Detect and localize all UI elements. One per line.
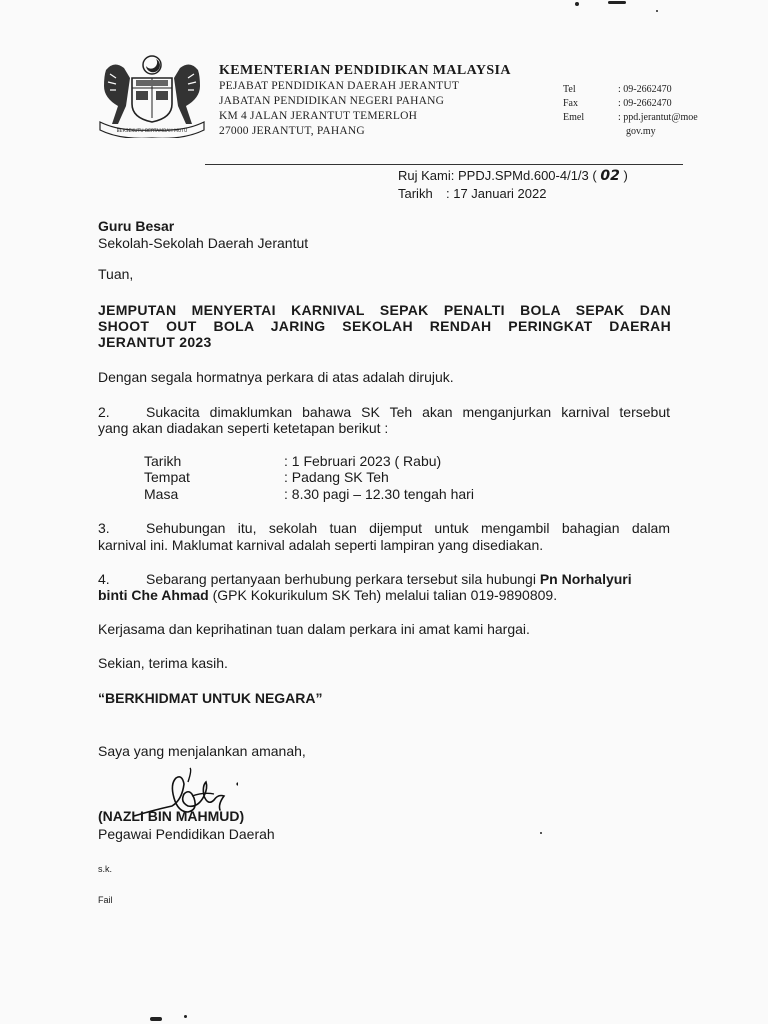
cc-file: Fail <box>98 895 113 905</box>
date-value: : 17 Januari 2022 <box>446 186 547 201</box>
email-label: Emel <box>563 112 585 123</box>
para-4-line-2-text: (GPK Kokurikulum SK Teh) melalui talian 019-9890809. <box>212 587 558 603</box>
opening-paragraph: Dengan segala hormatnya perkara di atas adalah dirujuk. <box>98 369 454 385</box>
recipient-title: Guru Besar <box>98 218 175 234</box>
contact-person-surname: binti Che Ahmad <box>98 587 209 603</box>
scan-speck <box>608 1 626 4</box>
detail-label: Tempat <box>144 469 190 485</box>
para-2-number: 2. <box>98 404 110 420</box>
signatory-name: (NAZLI BIN MAHMUD) <box>98 808 245 824</box>
scan-speck <box>184 1015 187 1018</box>
para-4-line-2 <box>98 587 557 604</box>
cc-label: s.k. <box>98 864 113 874</box>
detail-row-venue <box>0 469 768 486</box>
state-department: JABATAN PENDIDIKAN NEGERI PAHANG <box>219 95 445 107</box>
signoff: Saya yang menjalankan amanah, <box>98 743 306 759</box>
para-4-line-1 <box>146 571 632 588</box>
date-label: Tarikh <box>398 186 433 201</box>
subject-line-3: JERANTUT 2023 <box>98 334 212 350</box>
detail-value: : Padang SK Teh <box>284 469 389 485</box>
para-2-line-1: Sukacita dimaklumkan bahawa SK Teh akan menganjurkan karnival tersebut <box>146 404 670 420</box>
ruj-label: Ruj Kami: <box>398 168 455 183</box>
detail-value: : 1 Februari 2023 ( Rabu) <box>284 453 442 469</box>
subject-line-1: JEMPUTAN MENYERTAI KARNIVAL SEPAK PENALTI BOLA SEPAK DAN <box>98 302 671 318</box>
para-3-line-2: karnival ini. Maklumat karnival adalah seperti lampiran yang disediakan. <box>98 537 544 553</box>
para-4-number: 4. <box>98 571 110 587</box>
recipient-school: Sekolah-Sekolah Daerah Jerantut <box>98 235 309 251</box>
salutation: Tuan, <box>98 266 134 282</box>
detail-label: Masa <box>144 486 179 502</box>
signatory-position: Pegawai Pendidikan Daerah <box>98 826 275 842</box>
detail-row-time <box>0 486 768 503</box>
district-office: PEJABAT PENDIDIKAN DAERAH JERANTUT <box>219 80 460 92</box>
para-4-line-1-text: Sebarang pertanyaan berhubung perkara tersebut sila hubungi <box>146 571 536 587</box>
detail-label: Tarikh <box>144 453 182 469</box>
detail-row-date <box>0 453 768 470</box>
scan-speck <box>656 10 658 12</box>
scan-speck <box>540 832 542 834</box>
fax-label: Fax <box>563 98 578 109</box>
contact-person-name: Pn Norhalyuri <box>539 571 632 587</box>
ministry-name: KEMENTERIAN PENDIDIKAN MALAYSIA <box>219 63 511 78</box>
ruj-close: ) <box>623 168 628 183</box>
address-line-1: KM 4 JALAN JERANTUT TEMERLOH <box>219 110 418 122</box>
tel-label: Tel <box>563 84 576 95</box>
ruj-value: PPDJ.SPMd.600-4/1/3 ( <box>457 168 597 183</box>
scan-speck <box>575 2 579 6</box>
tel-value: : 09-2662470 <box>618 84 672 95</box>
letterhead-divider <box>205 164 683 165</box>
para-2-line-2: yang akan diadakan seperti ketetapan berikut : <box>98 420 389 436</box>
cooperation-note: Kerjasama dan keprihatinan tuan dalam perkara ini amat kami hargai. <box>98 621 530 637</box>
email-value-continued: gov.my <box>626 126 656 137</box>
reference-number <box>398 168 628 184</box>
para-3-number: 3. <box>98 520 110 536</box>
ruj-handwritten-number: 02 <box>600 168 620 184</box>
crest-motto: BERSEKUTU BERTAMBAH MUTU <box>116 129 188 134</box>
motto: “BERKHIDMAT UNTUK NEGARA” <box>98 690 323 706</box>
para-3-line-1: Sehubungan itu, sekolah tuan dijemput untuk mengambil bahagian dalam <box>146 520 670 536</box>
closing-remark: Sekian, terima kasih. <box>98 655 228 671</box>
detail-value: : 8.30 pagi – 12.30 tengah hari <box>284 486 474 502</box>
fax-value: : 09-2662470 <box>618 98 672 109</box>
letter-date <box>398 186 546 201</box>
malaysia-coat-of-arms-icon <box>96 52 208 138</box>
scan-speck <box>150 1017 162 1021</box>
email-value: : ppd.jerantut@moe <box>618 112 698 123</box>
subject-line-2: SHOOT OUT BOLA JARING SEKOLAH RENDAH PERINGKAT DAERAH <box>98 318 671 334</box>
address-line-2: 27000 JERANTUT, PAHANG <box>219 125 365 137</box>
